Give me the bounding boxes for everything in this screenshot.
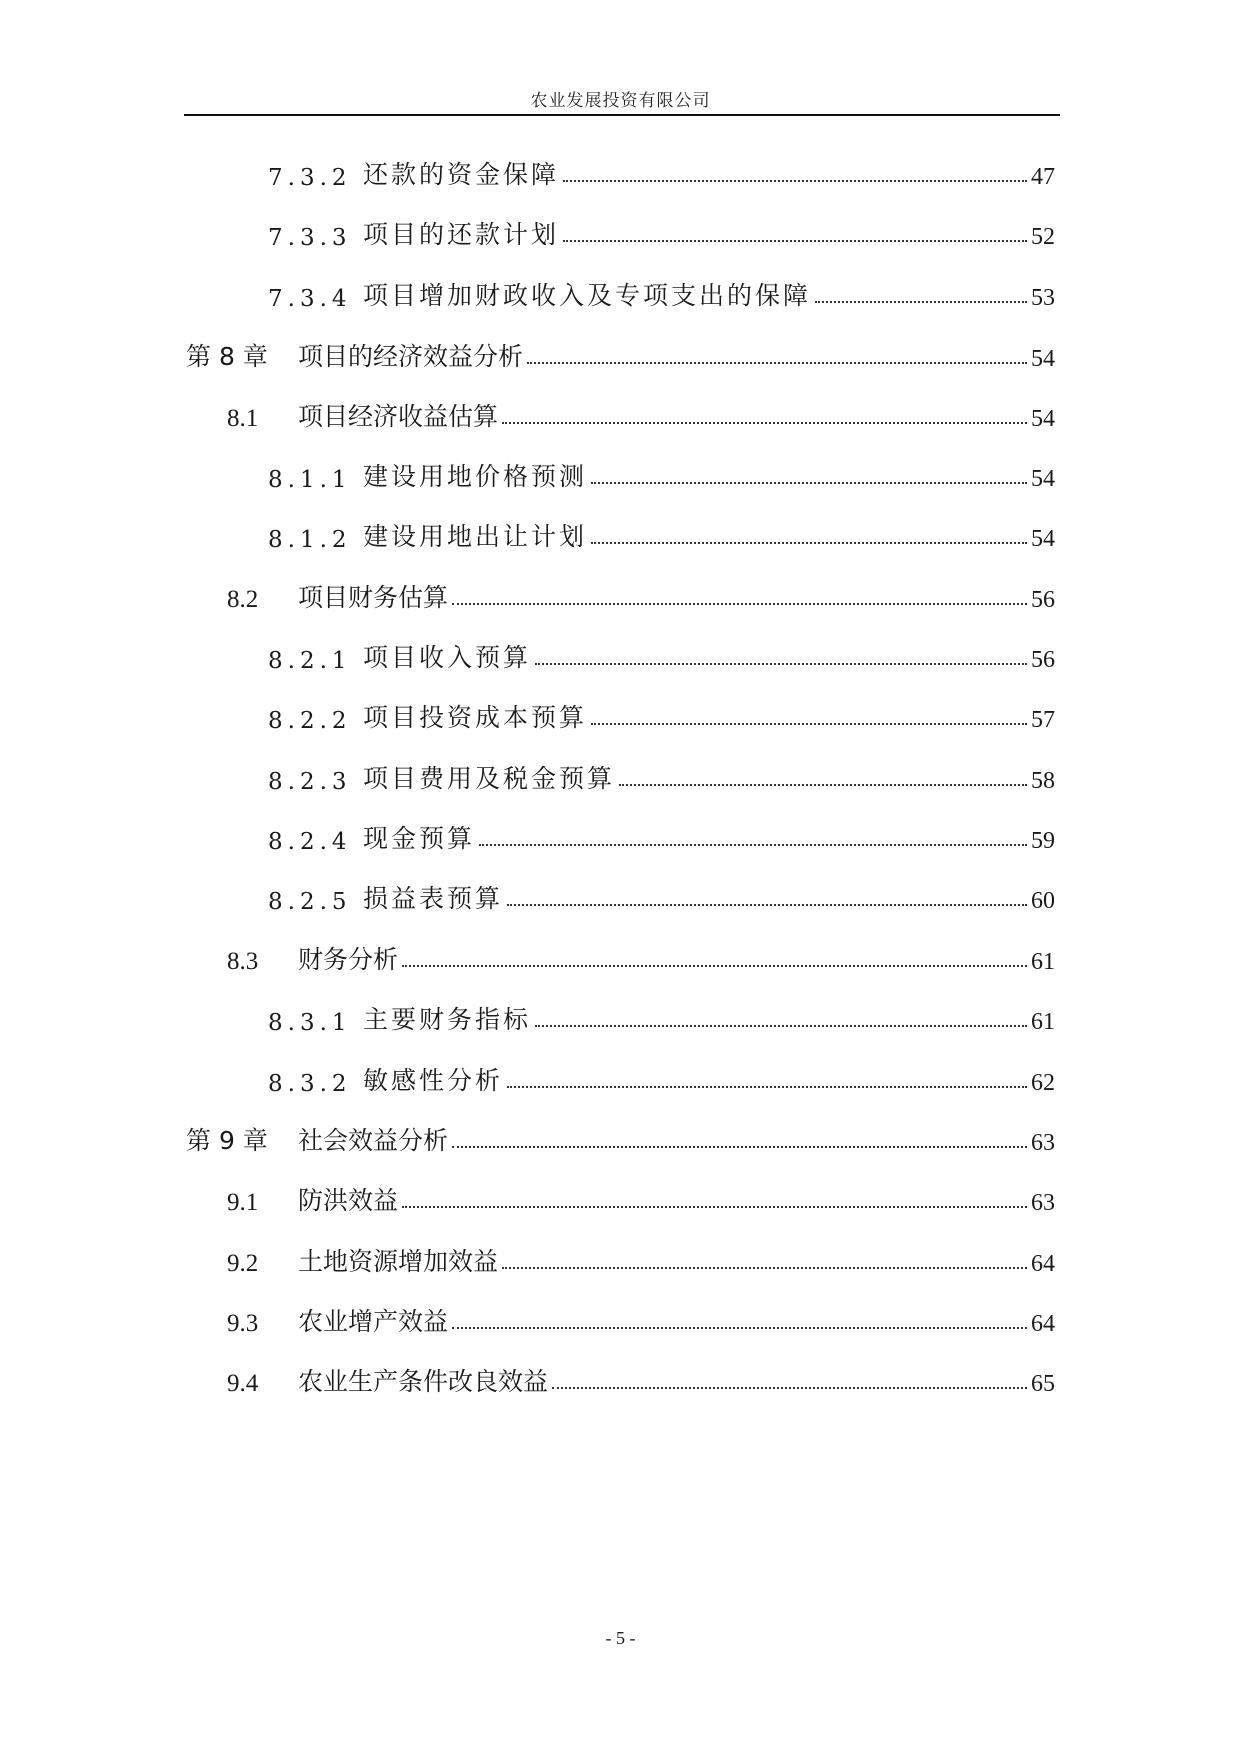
toc-leader-dots (591, 542, 1027, 544)
toc-leader-dots (452, 603, 1027, 605)
toc-entry[interactable] (268, 151, 1055, 191)
toc-entry-number: 8.2.3 (268, 769, 352, 795)
toc-leader-dots (815, 301, 1027, 303)
toc-entry-title: 项目投资成本预算 (363, 703, 588, 732)
toc-entry-chapter[interactable] (186, 1117, 1055, 1157)
toc-leader-dots (502, 1267, 1027, 1269)
page-header: 农业发展投资有限公司 (530, 91, 711, 111)
toc-entry[interactable] (268, 694, 1055, 734)
toc-leader-dots (452, 1146, 1027, 1148)
toc-leader-dots (552, 1387, 1027, 1389)
toc-entry-number: 8.3 (227, 948, 259, 975)
toc-leader-dots (507, 1086, 1027, 1088)
toc-leader-dots (527, 362, 1027, 364)
toc-entry-number: 8.2.1 (268, 648, 352, 674)
toc-entry-page: 54 (1031, 406, 1055, 432)
toc-entry-title: 还款的资金保障 (363, 160, 560, 189)
toc-entry-chapter[interactable] (186, 333, 1055, 373)
toc-entry-number: 第 8 章 (186, 342, 268, 371)
toc-entry[interactable] (268, 1057, 1055, 1097)
toc-entry-page: 47 (1031, 164, 1055, 190)
toc-leader-dots (479, 844, 1027, 846)
toc-entry-number: 9.3 (227, 1310, 259, 1337)
toc-entry-title: 项目收入预算 (363, 643, 532, 672)
toc-entry-number: 8.1 (227, 405, 259, 432)
toc-entry-number: 9.4 (227, 1370, 259, 1397)
toc-entry-page: 58 (1031, 768, 1055, 794)
toc-entry-title: 项目经济收益估算 (298, 402, 499, 431)
toc-entry-title: 社会效益分析 (298, 1126, 449, 1155)
toc-entry-page: 53 (1031, 285, 1055, 311)
toc-entry-number: 8.2.5 (268, 889, 352, 915)
toc-entry-title: 敏感性分析 (363, 1066, 504, 1095)
toc-entry-page: 61 (1031, 1009, 1055, 1035)
toc-entry[interactable] (268, 453, 1055, 493)
toc-entry-section[interactable] (227, 1177, 1055, 1217)
toc-entry-title: 损益表预算 (363, 884, 504, 913)
toc-entry-title: 现金预算 (363, 824, 476, 853)
toc-entry-section[interactable] (227, 1358, 1055, 1398)
toc-entry-page: 57 (1031, 707, 1055, 733)
toc-entry-number: 8.2.2 (268, 708, 352, 734)
toc-entry-title: 农业增产效益 (298, 1307, 449, 1336)
page-number: - 5 - (605, 1628, 636, 1648)
toc-entry-page: 54 (1031, 466, 1055, 492)
toc-entry-page: 65 (1031, 1371, 1055, 1397)
toc-leader-dots (619, 784, 1027, 786)
toc-entry-section[interactable] (227, 936, 1055, 976)
toc-leader-dots (402, 1206, 1027, 1208)
toc-entry[interactable] (268, 272, 1055, 312)
toc-leader-dots (591, 723, 1027, 725)
toc-entry[interactable] (268, 634, 1055, 674)
toc-leader-dots (402, 965, 1027, 967)
toc-entry-page: 61 (1031, 949, 1055, 975)
toc-entry[interactable] (268, 211, 1055, 251)
toc-entry-page: 54 (1031, 526, 1055, 552)
toc-entry-title: 项目费用及税金预算 (363, 764, 616, 793)
toc-entry-section[interactable] (227, 393, 1055, 433)
toc-entry-section[interactable] (227, 1298, 1055, 1338)
toc-leader-dots (452, 1327, 1027, 1329)
toc-entry-title: 建设用地出让计划 (363, 522, 588, 551)
toc-entry-title: 项目的经济效益分析 (298, 342, 524, 371)
toc-entry-number: 7.3.2 (268, 165, 352, 191)
toc-entry-page: 64 (1031, 1251, 1055, 1277)
toc-entry-section[interactable] (227, 574, 1055, 614)
toc-entry-title: 土地资源增加效益 (298, 1247, 499, 1276)
toc-entry-title: 建设用地价格预测 (363, 462, 588, 491)
toc-leader-dots (591, 482, 1027, 484)
toc-entry-title: 项目的还款计划 (363, 220, 560, 249)
toc-entry-number: 7.3.4 (268, 286, 352, 312)
toc-entry-page: 56 (1031, 647, 1055, 673)
toc-entry-title: 主要财务指标 (363, 1005, 532, 1034)
toc-entry-page: 56 (1031, 587, 1055, 613)
toc-entry-number: 8.1.2 (268, 527, 352, 553)
toc-entry-page: 59 (1031, 828, 1055, 854)
toc-entry-page: 60 (1031, 888, 1055, 914)
toc-entry-number: 8.2.4 (268, 829, 352, 855)
toc-entry-page: 62 (1031, 1070, 1055, 1096)
toc-entry-page: 54 (1031, 346, 1055, 372)
toc-entry-number: 8.3.2 (268, 1071, 352, 1097)
toc-entry[interactable] (268, 815, 1055, 855)
toc-leader-dots (535, 1025, 1027, 1027)
toc-entry-number: 9.1 (227, 1189, 259, 1216)
toc-entry-title: 财务分析 (298, 945, 399, 974)
toc-entry-page: 64 (1031, 1311, 1055, 1337)
toc-entry[interactable] (268, 513, 1055, 553)
toc-entry-page: 63 (1031, 1190, 1055, 1216)
toc-entry-number: 8.1.1 (268, 467, 352, 493)
toc-leader-dots (563, 240, 1027, 242)
toc-entry-title: 项目财务估算 (298, 583, 449, 612)
toc-entry-page: 52 (1031, 224, 1055, 250)
toc-entry[interactable] (268, 875, 1055, 915)
toc-entry[interactable] (268, 996, 1055, 1036)
toc-entry-number: 9.2 (227, 1250, 259, 1277)
toc-leader-dots (563, 180, 1027, 182)
toc-leader-dots (502, 422, 1027, 424)
header-divider (184, 114, 1060, 116)
toc-entry-number: 8.3.1 (268, 1010, 352, 1036)
toc-entry-number: 7.3.3 (268, 225, 352, 251)
toc-leader-dots (535, 663, 1027, 665)
toc-entry-number: 8.2 (227, 586, 259, 613)
toc-entry[interactable] (268, 755, 1055, 795)
toc-entry-section[interactable] (227, 1238, 1055, 1278)
toc-leader-dots (507, 904, 1027, 906)
toc-entry-page: 63 (1031, 1130, 1055, 1156)
toc-entry-title: 防洪效益 (298, 1186, 399, 1215)
toc-entry-number: 第 9 章 (186, 1126, 268, 1155)
toc-entry-title: 农业生产条件改良效益 (298, 1367, 549, 1396)
toc-entry-title: 项目增加财政收入及专项支出的保障 (363, 281, 812, 310)
